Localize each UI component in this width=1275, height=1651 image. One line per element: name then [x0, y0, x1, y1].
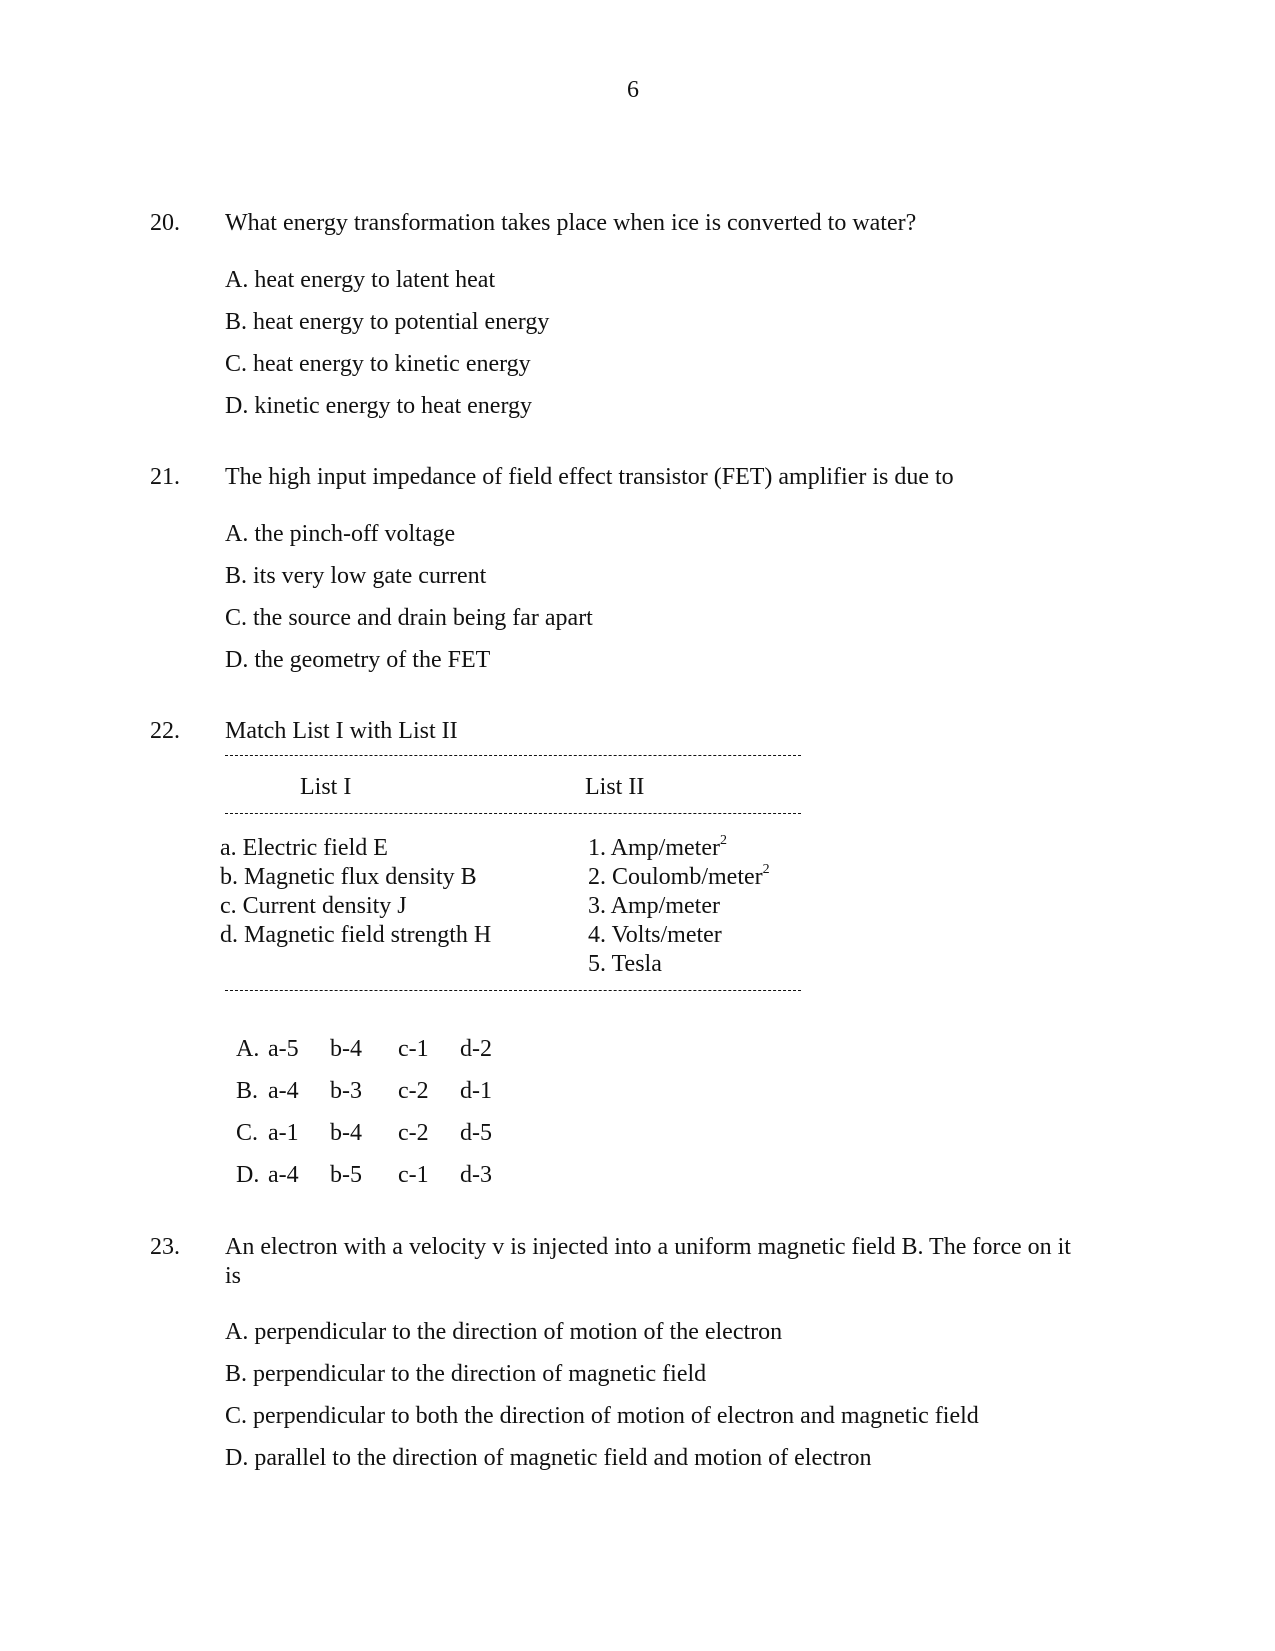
question-20-option-c: C. heat energy to kinetic energy — [225, 351, 531, 377]
question-21-option-c: C. the source and drain being far apart — [225, 605, 593, 631]
question-21-option-a: A. the pinch-off voltage — [225, 521, 456, 547]
list-2-item-2-text: 2. Coulomb/meter — [588, 864, 763, 890]
question-22-text: Match List I with List II — [225, 718, 458, 744]
table-rule-bottom — [225, 990, 801, 991]
question-21-number: 21. — [150, 464, 180, 490]
list-2-item-1-superscript: 2 — [719, 833, 727, 848]
answer-row-a-match-b: b-4 — [330, 1036, 362, 1062]
question-23-option-a: A. perpendicular to the direction of motion of the electron — [225, 1319, 783, 1345]
question-20-option-d: D. kinetic energy to heat energy — [225, 393, 533, 419]
question-21-option-d: D. the geometry of the FET — [225, 647, 491, 673]
answer-row-c-match-d: d-5 — [460, 1120, 492, 1146]
list-2-item-1 — [588, 833, 727, 861]
question-20-option-a: A. heat energy to latent heat — [225, 267, 496, 293]
answer-row-b-letter: B. — [236, 1078, 259, 1104]
answer-row-a-match-a: a-5 — [268, 1036, 299, 1062]
list-2-item-3: 3. Amp/meter — [588, 893, 720, 919]
list-1-item-c: c. Current density J — [220, 893, 407, 919]
list-1-header: List I — [300, 774, 352, 800]
question-21-option-b: B. its very low gate current — [225, 563, 487, 589]
table-rule-top — [225, 755, 801, 756]
list-2-header: List II — [585, 774, 645, 800]
question-20-text: What energy transformation takes place when ice is converted to water? — [225, 210, 917, 236]
answer-row-b-match-b: b-3 — [330, 1078, 362, 1104]
list-2-item-2-superscript: 2 — [762, 862, 770, 877]
question-21-text: The high input impedance of field effect transistor (FET) amplifier is due to — [225, 464, 954, 490]
question-23-option-d: D. parallel to the direction of magnetic field and motion of electron — [225, 1445, 872, 1471]
list-1-item-a: a. Electric field E — [220, 835, 388, 861]
list-2-item-2 — [588, 862, 770, 890]
list-2-item-4: 4. Volts/meter — [588, 922, 722, 948]
answer-row-c-match-a: a-1 — [268, 1120, 299, 1146]
answer-row-d-match-c: c-1 — [398, 1162, 429, 1188]
answer-row-b-match-c: c-2 — [398, 1078, 429, 1104]
list-2-item-1-text: 1. Amp/meter — [588, 835, 720, 861]
answer-row-a-match-d: d-2 — [460, 1036, 492, 1062]
answer-row-a-letter: A. — [236, 1036, 260, 1062]
question-23-option-b: B. perpendicular to the direction of magnetic field — [225, 1361, 707, 1387]
answer-row-d-match-a: a-4 — [268, 1162, 299, 1188]
list-1-item-d: d. Magnetic field strength H — [220, 922, 492, 948]
question-20-option-b: B. heat energy to potential energy — [225, 309, 550, 335]
answer-row-c-match-c: c-2 — [398, 1120, 429, 1146]
answer-row-b-match-a: a-4 — [268, 1078, 299, 1104]
answer-row-b-match-d: d-1 — [460, 1078, 492, 1104]
table-rule-middle — [225, 813, 801, 814]
answer-row-a-match-c: c-1 — [398, 1036, 429, 1062]
answer-row-d-letter: D. — [236, 1162, 260, 1188]
list-2-item-5: 5. Tesla — [588, 951, 662, 977]
question-20-number: 20. — [150, 210, 180, 236]
answer-row-c-match-b: b-4 — [330, 1120, 362, 1146]
question-23-option-c: C. perpendicular to both the direction of motion of electron and magnetic field — [225, 1403, 979, 1429]
page-number: 6 — [627, 77, 639, 103]
question-23-text-line-2: is — [225, 1263, 242, 1289]
question-23-text-line-1: An electron with a velocity v is injected into a uniform magnetic field B. The force on it — [225, 1234, 1071, 1260]
answer-row-d-match-d: d-3 — [460, 1162, 492, 1188]
list-1-item-b: b. Magnetic flux density B — [220, 864, 477, 890]
question-23-number: 23. — [150, 1234, 180, 1260]
answer-row-c-letter: C. — [236, 1120, 259, 1146]
question-22-number: 22. — [150, 718, 180, 744]
answer-row-d-match-b: b-5 — [330, 1162, 362, 1188]
